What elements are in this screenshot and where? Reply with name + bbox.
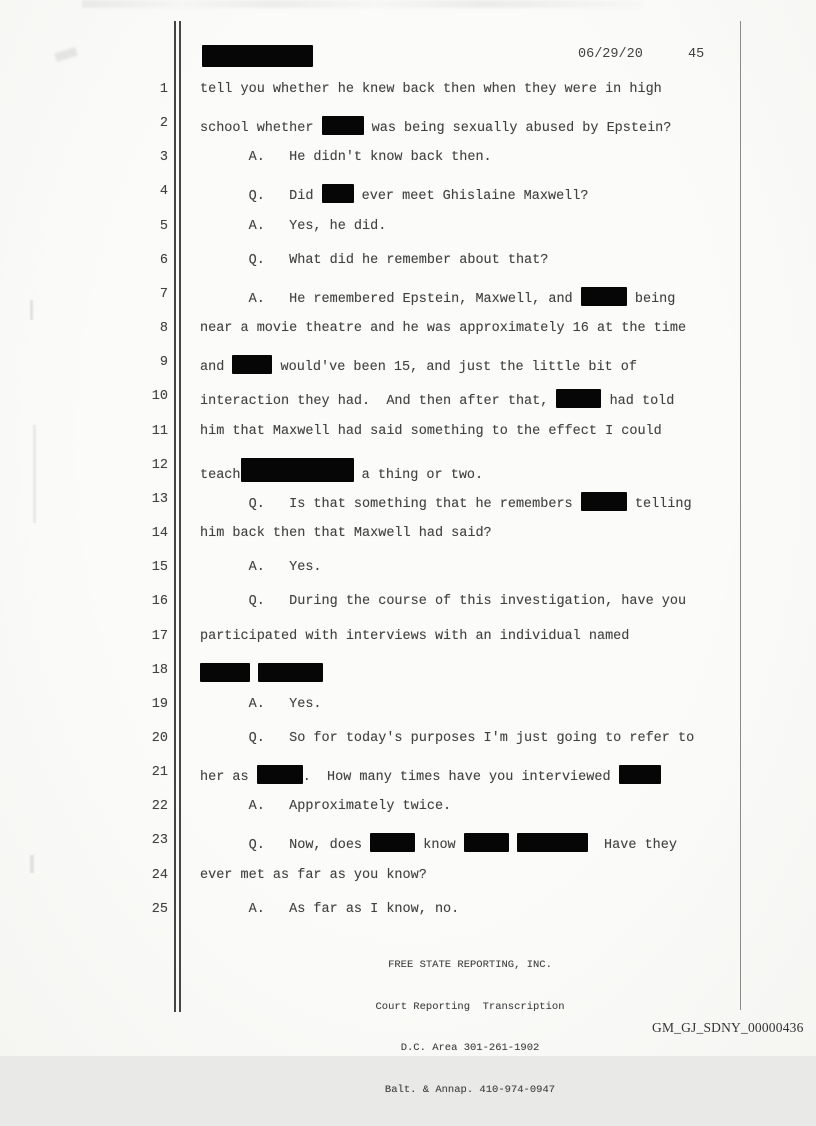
transcript-line [0, 830, 816, 864]
redaction-box [241, 458, 354, 482]
line-text [200, 731, 694, 746]
redaction-box [258, 663, 323, 682]
line-text [200, 663, 323, 683]
text-segment: near a movie theatre and he was approximately 16 at the time [200, 321, 687, 337]
transcript-line [0, 796, 816, 830]
line-text [200, 150, 492, 165]
line-number: 1 [159, 82, 168, 97]
line-number: 24 [151, 867, 168, 883]
redaction-box [232, 355, 272, 374]
line-text [200, 560, 322, 575]
line-number: 11 [151, 423, 168, 439]
transcript-line [0, 216, 816, 250]
line-number: 20 [151, 730, 168, 746]
line-number: 7 [159, 286, 168, 302]
line-text [200, 902, 459, 917]
page-number: 45 [688, 47, 705, 62]
footer-line: FREE STATE REPORTING, INC. [388, 958, 552, 971]
line-number: 16 [151, 594, 168, 610]
header-redaction-box [202, 45, 313, 67]
bates-number: GM_GJ_SDNY_00000436 [652, 1020, 804, 1035]
text-segment: tell you whether he knew back then when they were in high [200, 82, 662, 97]
text-segment: had told [601, 394, 675, 410]
transcript-line [0, 557, 816, 591]
line-number: 4 [159, 184, 168, 200]
line-number: 15 [151, 560, 168, 576]
line-text [200, 697, 322, 712]
transcript-line [0, 899, 816, 933]
transcript-line [0, 284, 816, 318]
line-number: 10 [151, 389, 168, 405]
text-segment: A. He remembered Epstein, Maxwell, and [200, 291, 581, 307]
text-segment: know [415, 838, 464, 854]
transcript-line [0, 386, 816, 420]
text-segment: being [626, 291, 676, 307]
transcript-line [0, 113, 816, 147]
line-text [200, 492, 692, 512]
redaction-box [464, 833, 509, 852]
text-segment: . How many times have you interviewed [302, 770, 619, 786]
text-segment: and [200, 360, 233, 376]
line-text [200, 116, 671, 136]
line-number: 18 [151, 662, 168, 678]
transcript-line [0, 147, 816, 181]
line-text [200, 765, 661, 785]
footer-line: Court Reporting Transcription [375, 1000, 565, 1013]
footer-line: D.C. Area 301-261-1902 [400, 1042, 540, 1055]
text-segment: a thing or two. [353, 467, 484, 483]
line-number: 21 [151, 765, 168, 781]
line-text [200, 287, 675, 307]
text-segment: A. Approximately twice. [200, 799, 452, 815]
text-segment: Q. What did he remember about that? [200, 252, 549, 268]
line-number: 12 [151, 457, 168, 473]
text-segment: him back then that Maxwell had said? [200, 526, 492, 542]
line-text [200, 629, 629, 644]
text-segment: Have they [587, 838, 677, 854]
line-number: 6 [159, 252, 168, 268]
line-number: 8 [159, 321, 168, 337]
redaction-box [257, 765, 303, 784]
transcript-line [0, 181, 816, 215]
redaction-box [619, 765, 661, 784]
text-segment: would've been 15, and just the little bit of [272, 360, 637, 376]
transcript-line [0, 455, 816, 489]
hearing-date: 06/29/20 [578, 47, 643, 62]
redaction-box [322, 116, 364, 135]
line-number: 3 [159, 150, 168, 166]
text-segment: him that Maxwell had said something to the effect I could [200, 423, 662, 439]
line-text [200, 868, 427, 883]
line-number: 5 [159, 218, 168, 234]
text-segment: Q. Did [200, 189, 322, 205]
text-segment: participated with interviews with an individual named [200, 628, 630, 644]
text-segment: her as [200, 770, 257, 786]
text-segment [509, 838, 517, 853]
redaction-box [322, 184, 354, 203]
line-text [200, 833, 677, 853]
text-segment: Q. During the course of this investigation, have you [200, 594, 687, 610]
transcript-line [0, 318, 816, 352]
transcript-line [0, 489, 816, 523]
text-segment: telling [626, 496, 692, 512]
redaction-box [556, 389, 601, 408]
redaction-box [370, 833, 415, 852]
line-text [200, 799, 451, 814]
transcript-line [0, 694, 816, 728]
text-segment: A. Yes, he did. [200, 218, 387, 234]
line-number: 17 [151, 628, 168, 644]
line-text [200, 184, 588, 204]
text-segment: was being sexually abused by Epstein? [363, 121, 672, 137]
line-number: 23 [151, 833, 168, 849]
transcript-line [0, 865, 816, 899]
text-segment: Q. Now, does [200, 838, 371, 854]
transcript-line [0, 728, 816, 762]
transcript-line [0, 250, 816, 284]
scan-artifact [54, 47, 78, 62]
redaction-box [200, 663, 250, 682]
text-segment: ever met as far as you know? [200, 867, 427, 883]
text-segment: ever meet Ghislaine Maxwell? [353, 189, 589, 205]
line-number: 25 [151, 901, 168, 917]
redaction-box [517, 833, 588, 852]
line-number: 13 [151, 491, 168, 507]
line-text [200, 321, 686, 336]
text-segment: A. As far as I know, no. [200, 901, 460, 917]
transcript-line [0, 591, 816, 625]
transcript-line [0, 523, 816, 557]
line-number: 2 [159, 116, 168, 132]
line-text [200, 526, 492, 541]
text-segment: Q. So for today's purposes I'm just going to refer to [200, 730, 695, 746]
line-text [200, 355, 637, 375]
transcript-line [0, 762, 816, 796]
redaction-box [581, 492, 627, 511]
scan-artifact [82, 0, 642, 8]
text-segment [250, 668, 258, 683]
line-text [200, 219, 386, 234]
transcript-line [0, 79, 816, 113]
redaction-box [581, 287, 627, 306]
text-segment: teach [200, 467, 241, 483]
line-number: 9 [159, 355, 168, 371]
line-number: 19 [151, 696, 168, 712]
line-text [200, 458, 483, 483]
line-number: 14 [151, 526, 168, 542]
footer-line: Balt. & Annap. 410-974-0947 [384, 1083, 556, 1096]
text-segment: school whether [200, 121, 322, 137]
line-number: 22 [151, 799, 168, 815]
text-segment: A. Yes. [200, 560, 322, 576]
line-text [200, 253, 548, 268]
transcript-line [0, 352, 816, 386]
line-text [200, 82, 662, 97]
line-text [200, 424, 662, 439]
text-segment: A. Yes. [200, 696, 322, 712]
text-segment: A. He didn't know back then. [200, 150, 492, 166]
transcript-body [0, 79, 816, 933]
line-text [200, 389, 674, 409]
line-text [200, 594, 686, 609]
transcript-line [0, 421, 816, 455]
transcript-line [0, 626, 816, 660]
text-segment: Q. Is that something that he remembers [200, 496, 581, 512]
text-segment: interaction they had. And then after that, [200, 394, 557, 410]
transcript-line [0, 660, 816, 694]
